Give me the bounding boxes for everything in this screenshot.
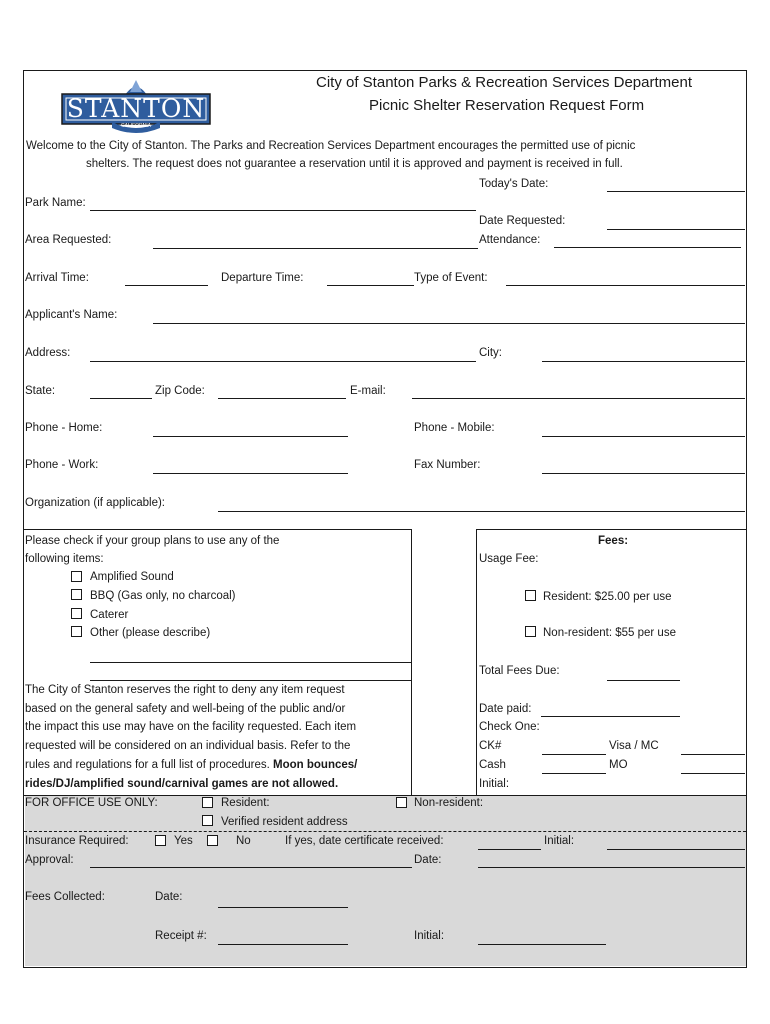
total-fees-due-label: Total Fees Due:	[479, 665, 560, 677]
attendance-label: Attendance:	[479, 234, 541, 246]
cash-label: Cash	[479, 759, 506, 771]
fees-title: Fees:	[598, 535, 629, 547]
non-resident-fee-label: Non-resident: $55 per use	[543, 627, 676, 639]
office-non-resident-label: Non-resident:	[414, 797, 484, 809]
ck-label: CK#	[479, 740, 502, 752]
phone-home-label: Phone - Home:	[25, 422, 103, 434]
zip-code-label: Zip Code:	[155, 385, 205, 397]
intro-line-1: Welcome to the City of Stanton. The Parks and Recreation Services Department encourages the permitted use of picnic	[26, 140, 636, 152]
approval-date-label: Date:	[414, 854, 442, 866]
office-use-label: FOR OFFICE USE ONLY:	[25, 797, 158, 809]
items-intro-2: following items:	[25, 553, 104, 565]
phone-mobile-label: Phone - Mobile:	[414, 422, 495, 434]
insurance-initial-label: Initial:	[544, 835, 575, 847]
caterer-label: Caterer	[90, 609, 129, 621]
resident-fee-label: Resident: $25.00 per use	[543, 591, 672, 603]
applicants-name-label: Applicant's Name:	[25, 309, 118, 321]
insurance-no-checkbox[interactable]	[207, 835, 218, 846]
phone-work-label: Phone - Work:	[25, 459, 99, 471]
certificate-received-field[interactable]	[478, 849, 541, 850]
arrival-time-label: Arrival Time:	[25, 272, 89, 284]
form-subtitle: Picnic Shelter Reservation Request Form	[369, 97, 645, 114]
policy-line-1: The City of Stanton reserves the right to deny any item request	[25, 684, 345, 696]
office-resident-label: Resident:	[221, 797, 270, 809]
departure-time-label: Departure Time:	[221, 272, 304, 284]
insurance-no-label: No	[236, 835, 251, 847]
logo-ribbon: CALIFORNIA	[120, 123, 151, 129]
insurance-yes-label: Yes	[174, 835, 193, 847]
fees-collected-date-label: Date:	[155, 891, 183, 903]
visa-mc-label: Visa / MC	[609, 740, 659, 752]
city-label: City:	[479, 347, 502, 359]
office-resident-checkbox[interactable]	[202, 797, 213, 808]
policy-line-5b: Moon bounces/	[273, 759, 358, 771]
usage-fee-label: Usage Fee:	[479, 553, 539, 565]
fees-collected-label: Fees Collected:	[25, 891, 105, 903]
insurance-initial-field[interactable]	[607, 849, 745, 850]
policy-line-3: the impact this use may have on the facility requested. Each item	[25, 721, 357, 733]
organization-label: Organization (if applicable):	[25, 497, 165, 509]
items-intro-1: Please check if your group plans to use any of the	[25, 535, 280, 547]
office-initial-label: Initial:	[414, 930, 445, 942]
state-label: State:	[25, 385, 56, 397]
fees-initial-label: Initial:	[479, 778, 510, 790]
date-paid-label: Date paid:	[479, 703, 532, 715]
policy-line-6: rides/DJ/amplified sound/carnival games are not allowed.	[25, 778, 339, 790]
other-label: Other (please describe)	[90, 627, 211, 639]
certificate-received-label: If yes, date certificate received:	[285, 835, 444, 847]
mo-label: MO	[609, 759, 628, 771]
approval-date-field[interactable]	[478, 867, 745, 868]
insurance-required-label: Insurance Required:	[25, 835, 129, 847]
receipt-field[interactable]	[218, 944, 348, 945]
policy-line-5a: rules and regulations for a full list of procedures.	[25, 759, 274, 771]
date-requested-label: Date Requested:	[479, 215, 566, 227]
intro-line-2: shelters. The request does not guarantee a reservation until it is approved and payment is received in full.	[86, 158, 623, 170]
email-label: E-mail:	[350, 385, 386, 397]
check-one-label: Check One:	[479, 721, 540, 733]
bbq-label: BBQ (Gas only, no charcoal)	[90, 590, 236, 602]
logo-text: STANTON	[66, 94, 206, 123]
verified-address-checkbox[interactable]	[202, 815, 213, 826]
park-name-label: Park Name:	[25, 197, 86, 209]
office-non-resident-checkbox[interactable]	[396, 797, 407, 808]
amplified-sound-label: Amplified Sound	[90, 571, 174, 583]
receipt-label: Receipt #:	[155, 930, 207, 942]
approval-field[interactable]	[90, 867, 412, 868]
fax-number-label: Fax Number:	[414, 459, 481, 471]
insurance-yes-checkbox[interactable]	[155, 835, 166, 846]
fees-collected-date-field[interactable]	[218, 907, 348, 908]
office-dashed-divider	[24, 831, 746, 832]
approval-label: Approval:	[25, 854, 74, 866]
address-label: Address:	[25, 347, 71, 359]
office-initial-field[interactable]	[478, 944, 606, 945]
policy-line-2: based on the general safety and well-being of the public and/or	[25, 703, 346, 715]
todays-date-label: Today's Date:	[479, 178, 549, 190]
form-title: City of Stanton Parks & Recreation Services Department	[316, 74, 692, 91]
type-of-event-label: Type of Event:	[414, 272, 488, 284]
verified-address-label: Verified resident address	[221, 816, 348, 828]
policy-line-4: requested will be considered on an individual basis. Refer to the	[25, 740, 351, 752]
area-requested-label: Area Requested:	[25, 234, 112, 246]
